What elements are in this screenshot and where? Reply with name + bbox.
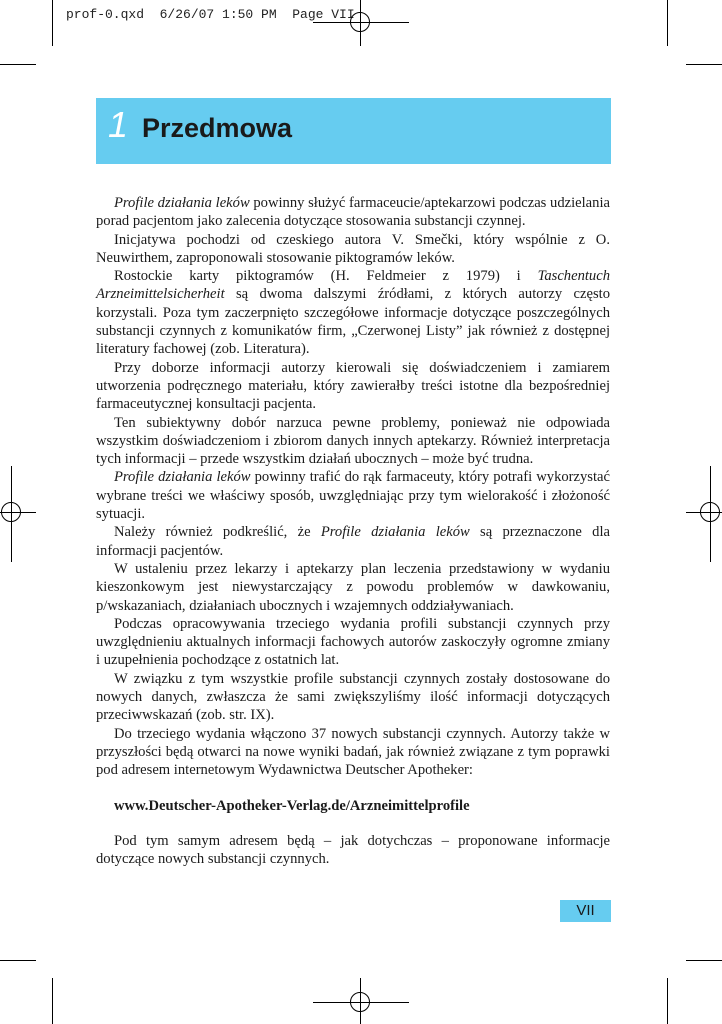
book-title-italic: Profile działania leków (114, 469, 251, 486)
book-title-italic: Profile działania leków (320, 524, 470, 541)
preface-body (96, 194, 610, 868)
book-title-italic: Profile działania leków (114, 195, 250, 211)
print-slug: prof-0.qxd 6/26/07 1:50 PM Page VII (66, 7, 355, 22)
source-title-italic: Taschentuch Arzneimittelsicherheit (96, 268, 610, 303)
chapter-number: 1 (108, 104, 129, 145)
crop-mark-top-right-vertical (667, 0, 668, 46)
page-number: VII (560, 900, 611, 922)
crop-mark-bottom-left-horizontal (0, 960, 36, 961)
registration-mark-bottom-circle (350, 992, 370, 1012)
paragraph-3: Rostockie karty piktogramów (H. Feldmeier z 1979) i Taschentuch Arzneimittelsicherheit są dwoma dalszymi źródłami, z których autorzy często korzystali. Poza tym zaczerpnięto szczegółowe informacje dotyczące poszczególnych substancji czynnych z komunikatów firm, „Czerwonej Listy” jak również z dostępnej literatury fachowej (zob. Literatura). (96, 268, 610, 358)
chapter-title: Przedmowa (142, 113, 293, 143)
registration-mark-top-circle (350, 12, 370, 32)
crop-mark-bottom-right-horizontal (686, 960, 722, 961)
publisher-url: www.Deutscher-Apotheker-Verlag.de/Arzneimittelprofile (114, 797, 470, 814)
paragraph-12: Pod tym samym adresem będą – jak dotychczas – proponowane informacje dotyczące nowych substancji czynnych. (96, 832, 610, 868)
paragraph-11: Do trzeciego wydania włączono 37 nowych substancji czynnych. Autorzy także w przyszłości będą otwarci na nowe wyniki badań, jak również związane z tym poprawki pod adresem internetowym Wydawnictwa Deutscher Apotheker: (96, 725, 610, 779)
crop-mark-top-left-vertical (52, 0, 53, 46)
registration-mark-left-circle (1, 502, 21, 522)
paragraph-6: Profile działania leków powinny trafić do rąk farmaceuty, który potrafi wykorzystać wybrane treści we właściwy sposób, uwzględniając przy tym wielorakość i złożoność sytuacji. (96, 469, 610, 523)
crop-mark-top-right-horizontal (686, 64, 722, 65)
paragraph-2: Inicjatywa pochodzi od czeskiego autora V. Smečki, który wspólnie z O. Neuwirthem, zaproponowali stosowanie piktogramów leków. (96, 231, 610, 266)
paragraph-8: W ustaleniu przez lekarzy i aptekarzy plan leczenia przedstawiony w wydaniu kieszonkowym jest niewystarczający z powodu problemów w dawkowaniu, p/wskazaniach, działaniach ubocznych i wzajemnych oddziaływaniach. (96, 560, 610, 614)
paragraph-1: Profile działania leków powinny służyć farmaceucie/aptekarzowi podczas udzielania porad pacjentom jako zalecenia dotyczące stosowania substancji czynnej. (96, 195, 610, 230)
paragraph-7: Należy również podkreślić, że Profile działania leków są przeznaczone dla informacji pacjentów. (96, 524, 610, 559)
paragraph-10: W związku z tym wszystkie profile substancji czynnych zostały dostosowane do nowych danych, zwłaszcza że sami zwiększyliśmy ilość informacji dotyczących przeciwwskazań (zob. str. IX). (96, 670, 610, 724)
crop-mark-bottom-right-vertical (667, 978, 668, 1024)
registration-mark-right-circle (700, 502, 720, 522)
crop-mark-bottom-left-vertical (52, 978, 53, 1024)
crop-mark-top-left-horizontal (0, 64, 36, 65)
paragraph-4: Przy doborze informacji autorzy kierowali się doświadczeniem i zamiarem utworzenia podręcznego materiału, który zawierałby treści istotne dla bezpośredniej farmaceutycznej konsultacji pacjenta. (96, 359, 610, 413)
paragraph-5: Ten subiektywny dobór narzuca pewne problemy, ponieważ nie odpowiada wszystkim doświadczeniom i zbiorom danych innych aptekarzy. Również interpretacja tych informacji – przede wszystkim działań ubocznych – może być trudna. (96, 414, 610, 468)
chapter-banner (96, 98, 611, 164)
paragraph-9: Podczas opracowywania trzeciego wydania profili substancji czynnych przy uwzględnieniu aktualnych informacji fachowych autorów zaskoczyły ogromne zmiany i uzupełnienia pochodzące z ostatnich lat. (96, 615, 610, 669)
